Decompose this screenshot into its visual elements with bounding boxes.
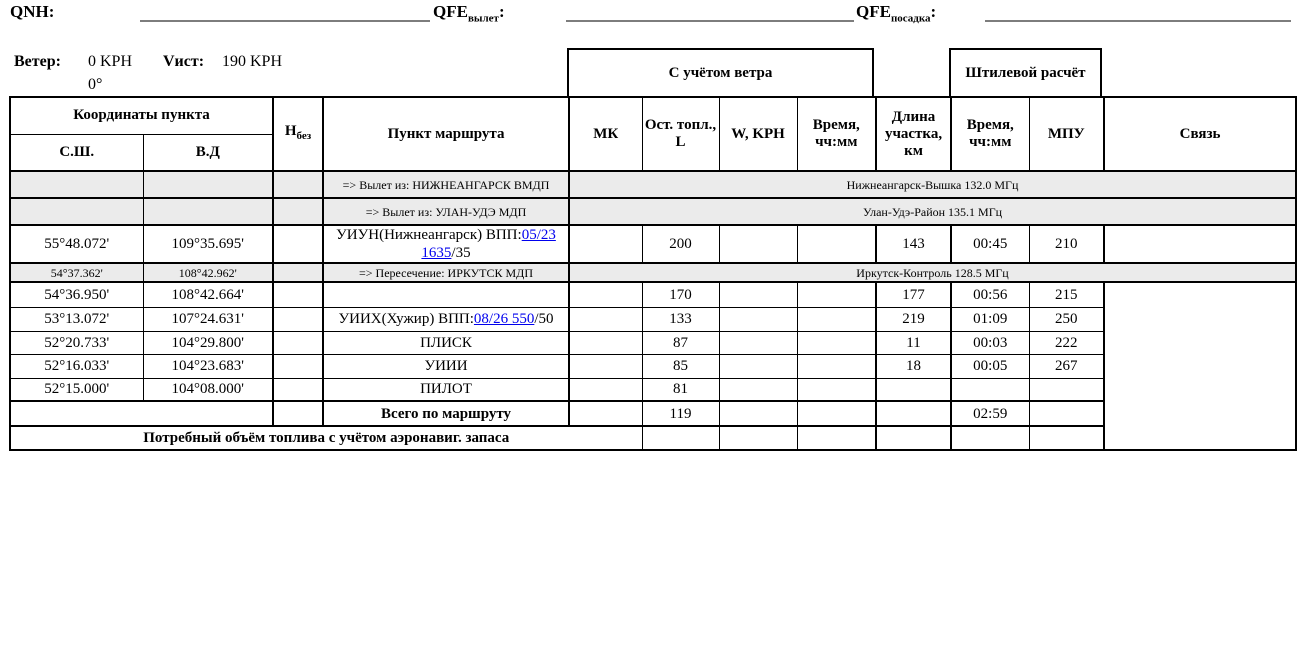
safe-altitude-cell xyxy=(273,171,323,198)
qfe-departure-fill-line xyxy=(566,20,854,22)
runway-link[interactable]: 08/26 550 xyxy=(473,311,535,327)
safe-altitude-cell xyxy=(273,331,323,354)
calm-calculation-group-box: Штилевой расчёт xyxy=(949,48,1102,98)
comm-cell: Улан-Удэ-Район 135.1 МГц xyxy=(569,198,1296,225)
lon-cell: 108°42.664' xyxy=(143,282,273,307)
route-point-cell xyxy=(323,282,569,307)
safe-altitude-cell xyxy=(273,401,323,426)
lat-cell: 53°13.072' xyxy=(10,307,143,331)
mpu-cell: 210 xyxy=(1029,225,1104,263)
safe-altitude-cell xyxy=(273,282,323,307)
runway-prefix: УИУН(Нижнеангарск) ВПП: xyxy=(336,227,522,243)
fuel-cell: 81 xyxy=(642,378,719,401)
lon-cell: 104°23.683' xyxy=(143,354,273,378)
lon-cell: 108°42.962' xyxy=(143,263,273,282)
leg-length-cell: 177 xyxy=(876,282,951,307)
safe-altitude-sub: без xyxy=(296,130,312,142)
safe-altitude-header xyxy=(273,97,323,171)
groundspeed-cell xyxy=(719,307,797,331)
comm-merged-cell xyxy=(1104,282,1296,450)
safe-altitude-cell xyxy=(273,354,323,378)
fuel-cell: 119 xyxy=(642,401,719,426)
qfe-departure-label xyxy=(433,2,505,24)
lon-cell xyxy=(143,171,273,198)
safe-altitude-cell xyxy=(273,263,323,282)
time-wind-cell xyxy=(797,378,876,401)
groundspeed-cell xyxy=(719,354,797,378)
lat-cell: 52°20.733' xyxy=(10,331,143,354)
route-point-cell: => Пересечение: ИРКУТСК МДП xyxy=(323,263,569,282)
row-pilot xyxy=(10,378,1296,401)
leg-length-cell xyxy=(876,426,951,450)
time-calm-cell: 00:45 xyxy=(951,225,1029,263)
time-wind-cell xyxy=(797,225,876,263)
lon-cell xyxy=(143,198,273,225)
groundspeed-cell xyxy=(719,426,797,450)
safe-altitude-cell xyxy=(273,225,323,263)
comm-cell: Нижнеангарск-Вышка 132.0 МГц xyxy=(569,171,1296,198)
groundspeed-cell xyxy=(719,225,797,263)
runway-link[interactable]: 05/23 1635 xyxy=(421,227,556,261)
route-point-cell: => Вылет из: УЛАН-УДЭ МДП xyxy=(323,198,569,225)
route-point-cell: ПЛИСК xyxy=(323,331,569,354)
mk-cell xyxy=(569,225,642,263)
route-point-header: Пункт маршрута xyxy=(323,97,569,171)
runway-suffix: /35 xyxy=(451,245,471,261)
route-table xyxy=(9,96,1297,451)
mk-cell xyxy=(569,378,642,401)
row-plisk xyxy=(10,331,1296,354)
leg-length-cell: 219 xyxy=(876,307,951,331)
fuel-cell xyxy=(642,426,719,450)
lat-cell: 55°48.072' xyxy=(10,225,143,263)
time-wind-cell xyxy=(797,307,876,331)
lat-cell xyxy=(10,171,143,198)
row-uiih-khuzhir xyxy=(10,307,1296,331)
longitude-header: В.Д xyxy=(143,134,273,171)
mpu-cell: 222 xyxy=(1029,331,1104,354)
time-wind-cell xyxy=(797,282,876,307)
lon-cell: 104°29.800' xyxy=(143,331,273,354)
safe-altitude-cell xyxy=(273,378,323,401)
coords-empty-cell xyxy=(10,401,273,426)
fuel-cell: 170 xyxy=(642,282,719,307)
route-point-cell: => Вылет из: НИЖНЕАНГАРСК ВМДП xyxy=(323,171,569,198)
safe-altitude-cell xyxy=(273,307,323,331)
mpu-cell: 215 xyxy=(1029,282,1104,307)
time-wind-cell xyxy=(797,354,876,378)
qnh-label: QNH: xyxy=(10,2,55,21)
qfe-arrival-fill-line xyxy=(985,20,1291,22)
header-row-1 xyxy=(10,97,1296,134)
leg-length-cell: 18 xyxy=(876,354,951,378)
mpu-cell: 250 xyxy=(1029,307,1104,331)
mpu-cell xyxy=(1029,401,1104,426)
mk-cell xyxy=(569,307,642,331)
wind-adjusted-group-box: С учётом ветра xyxy=(567,48,874,98)
lat-cell: 54°37.362' xyxy=(10,263,143,282)
time-wind-header: Время, чч:мм xyxy=(797,97,876,171)
leg-length-cell xyxy=(876,401,951,426)
mpu-header: МПУ xyxy=(1029,97,1104,171)
time-calm-cell xyxy=(951,426,1029,450)
runway-prefix: УИИХ(Хужир) ВПП: xyxy=(338,311,474,327)
row-required-fuel xyxy=(10,426,1296,450)
groundspeed-cell xyxy=(719,378,797,401)
lon-cell: 107°24.631' xyxy=(143,307,273,331)
time-calm-cell: 00:05 xyxy=(951,354,1029,378)
qfe-arrival-colon: : xyxy=(930,2,937,21)
lat-cell: 52°15.000' xyxy=(10,378,143,401)
comm-cell: Иркутск-Контроль 128.5 МГц xyxy=(569,263,1296,282)
mpu-cell: 267 xyxy=(1029,354,1104,378)
qfe-arrival-label xyxy=(856,2,936,24)
groundspeed-cell xyxy=(719,331,797,354)
fuel-remaining-header: Ост. топл., L xyxy=(642,97,719,171)
time-calm-cell: 00:56 xyxy=(951,282,1029,307)
time-calm-cell: 00:03 xyxy=(951,331,1029,354)
row-departure-ulan-ude xyxy=(10,198,1296,225)
leg-length-cell: 143 xyxy=(876,225,951,263)
qfe-departure-base: QFE xyxy=(433,2,468,21)
mpu-cell xyxy=(1029,426,1104,450)
leg-length-cell: 11 xyxy=(876,331,951,354)
groundspeed-cell xyxy=(719,401,797,426)
qfe-departure-colon: : xyxy=(498,2,505,21)
lon-cell: 104°08.000' xyxy=(143,378,273,401)
qfe-departure-sub: вылет xyxy=(467,12,499,25)
lat-cell: 52°16.033' xyxy=(10,354,143,378)
route-point-cell xyxy=(323,225,569,263)
mk-header: МК xyxy=(569,97,642,171)
mk-cell xyxy=(569,331,642,354)
time-calm-cell xyxy=(951,378,1029,401)
wind-direction-value: 0° xyxy=(88,76,103,93)
runway-suffix: /50 xyxy=(534,311,554,327)
groundspeed-header: W, KPH xyxy=(719,97,797,171)
comm-cell xyxy=(1104,225,1296,263)
route-point-cell: ПИЛОТ xyxy=(323,378,569,401)
route-point-cell xyxy=(323,307,569,331)
leg-length-header: Длина участка, км xyxy=(876,97,951,171)
wind-label: Ветер: xyxy=(14,53,61,70)
row-waypoint-1 xyxy=(10,282,1296,307)
qnh-fill-line xyxy=(140,20,430,22)
row-uiii xyxy=(10,354,1296,378)
time-wind-cell xyxy=(797,401,876,426)
latitude-header: С.Ш. xyxy=(10,134,143,171)
lon-cell: 109°35.695' xyxy=(143,225,273,263)
wind-speed-value: 0 KPH xyxy=(88,53,133,70)
time-calm-header: Время, чч:мм xyxy=(951,97,1029,171)
time-calm-cell: 02:59 xyxy=(951,401,1029,426)
required-fuel-label: Потребный объём топлива с учётом аэронавиг. запаса xyxy=(10,426,642,450)
true-airspeed-label: Vист: xyxy=(163,53,205,70)
fuel-cell: 133 xyxy=(642,307,719,331)
fuel-cell: 87 xyxy=(642,331,719,354)
row-departure-nizhneangarsk xyxy=(10,171,1296,198)
mpu-cell xyxy=(1029,378,1104,401)
route-point-cell: УИИИ xyxy=(323,354,569,378)
fuel-cell: 85 xyxy=(642,354,719,378)
time-wind-cell xyxy=(797,426,876,450)
lat-cell xyxy=(10,198,143,225)
mk-cell xyxy=(569,282,642,307)
coords-header: Координаты пункта xyxy=(10,97,273,134)
time-wind-cell xyxy=(797,331,876,354)
route-total-label: Всего по маршруту xyxy=(323,401,569,426)
safe-altitude-cell xyxy=(273,198,323,225)
time-calm-cell: 01:09 xyxy=(951,307,1029,331)
qfe-arrival-base: QFE xyxy=(856,2,891,21)
safe-altitude-base: Н xyxy=(284,123,297,139)
mk-cell xyxy=(569,354,642,378)
leg-length-cell xyxy=(876,378,951,401)
qfe-arrival-sub: посадка xyxy=(890,12,931,25)
row-uiun-nizhneangarsk xyxy=(10,225,1296,263)
row-crossing-irkutsk xyxy=(10,263,1296,282)
mk-cell xyxy=(569,401,642,426)
true-airspeed-value: 190 KPH xyxy=(222,53,283,70)
groundspeed-cell xyxy=(719,282,797,307)
lat-cell: 54°36.950' xyxy=(10,282,143,307)
fuel-cell: 200 xyxy=(642,225,719,263)
row-route-total xyxy=(10,401,1296,426)
comm-header: Связь xyxy=(1104,97,1296,171)
